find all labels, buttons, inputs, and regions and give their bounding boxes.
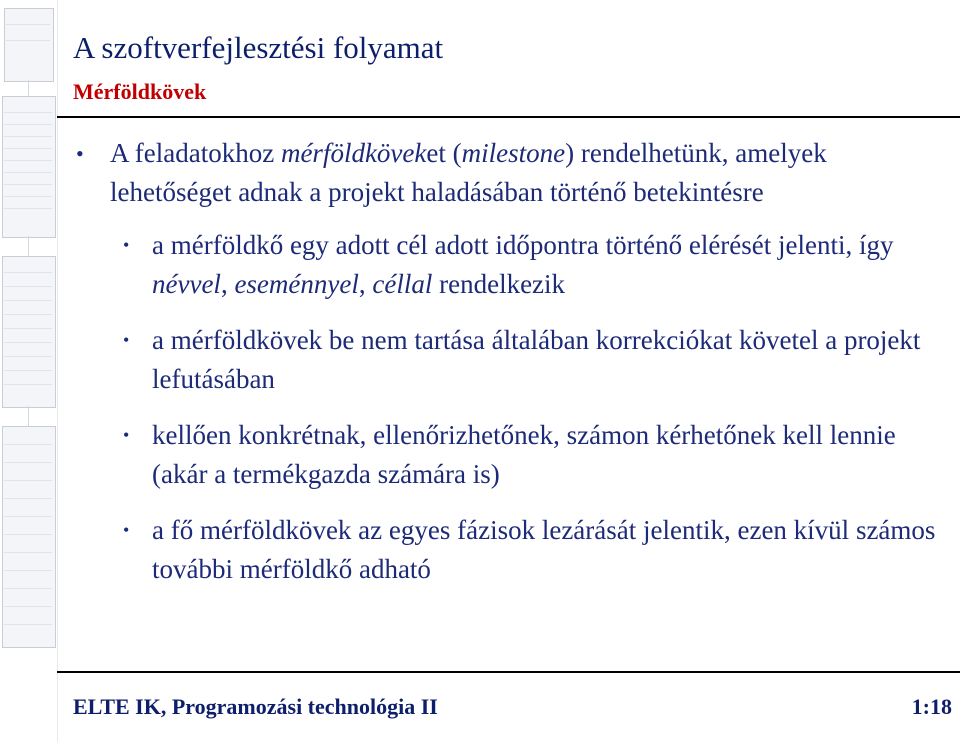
slide-subtitle: Mérföldkövek xyxy=(73,79,207,104)
footer-rule xyxy=(57,671,960,673)
slide-title: A szoftverfejlesztési folyamat xyxy=(73,30,444,65)
header-rule xyxy=(57,116,960,118)
decorative-diagram xyxy=(0,0,58,672)
bullet-item: • A feladatokhoz mérföldköveket (milestone) rendelhetünk, amelyek lehetőséget adnak a projekt haladásában történő betekintésre xyxy=(70,134,950,212)
bullet-list xyxy=(70,134,950,606)
sub-bullet-item: • a mérföldkövek be nem tartása általában korrekciókat követel a projekt lefutásában xyxy=(152,321,950,399)
sub-bullet-item: • kellően konkrétnak, ellenőrizhetőnek, számon kérhetőnek kell lennie (akár a termékgazda számára is) xyxy=(152,416,950,494)
footer-course-label: ELTE IK, Programozási technológia II xyxy=(73,694,438,719)
sub-bullet-item: • a fő mérföldkövek az egyes fázisok lezárását jelentik, ezen kívül számos további mérföldkő adható xyxy=(152,511,950,589)
bullet-dot-icon: • xyxy=(123,520,130,540)
bullet-dot-icon: • xyxy=(123,330,130,350)
bullet-dot-icon: • xyxy=(123,425,130,445)
page-number: 1:18 xyxy=(911,694,952,719)
bullet-dot-icon: • xyxy=(123,235,130,255)
sub-bullet-item: • a mérföldkő egy adott cél adott időpontra történő elérését jelenti, így névvel, eseménnyel, céllal rendelkezik xyxy=(152,226,950,304)
bullet-dot-icon: • xyxy=(76,141,84,166)
